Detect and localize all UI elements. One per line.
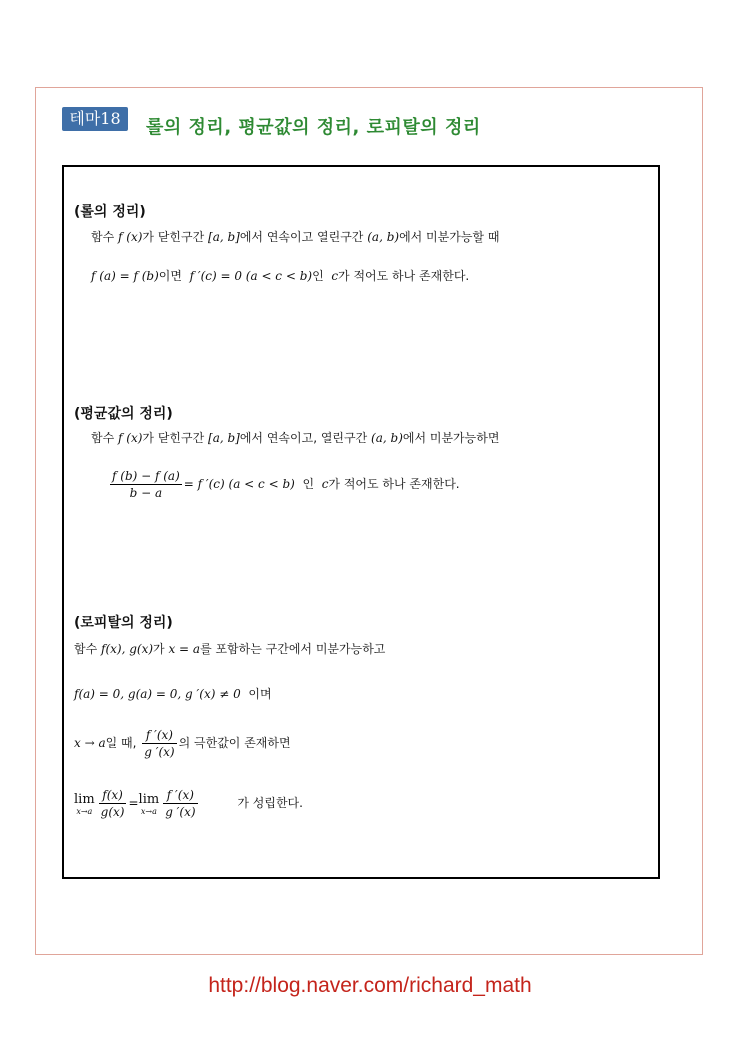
theme-badge: 테마18 [62, 107, 128, 131]
limit-1: lim x→a [74, 791, 95, 816]
rolle-conclusion: f (a) = f (b)이면 f ′(c) = 0 (a < c < b)인 c가 적어도 하나 존재한다. [91, 269, 470, 283]
mvt-hypothesis: 함수 f (x)가 닫힌구간 [a, b]에서 연속이고, 열린구간 (a, b)에서 미분가능하면 [91, 431, 500, 445]
ratio-1: $\frac{f(x)}{g(x)}$ [100, 788, 125, 819]
derivative-ratio: $\frac{f '(x)}{g '(x)}$ [144, 728, 175, 759]
footer-link[interactable]: http://blog.naver.com/richard_math [208, 974, 532, 997]
rolle-hypothesis: 함수 f (x)가 닫힌구간 [a, b]에서 연속이고 열린구간 (a, b)에서 미분가능할 때 [91, 230, 500, 244]
lhopital-condition: f(a) = 0, g(a) = 0, g ′(x) ≠ 0 이며 [74, 687, 272, 701]
lhopital-heading: (로피탈의 정리) [74, 615, 173, 631]
rolle-heading: (롤의 정리) [74, 204, 146, 220]
mvt-heading: (평균값의 정리) [74, 406, 173, 422]
mvt-conclusion: $\frac{f (b) - f (a)}{b - a}$ = f ′(c) (a < c < b) 인 c가 적어도 하나 존재한다. [112, 469, 460, 500]
lhopital-hypothesis: 함수 f(x), g(x)가 x = a를 포함하는 구간에서 미분가능하고 [74, 642, 386, 656]
limit-2: lim x→a [138, 791, 160, 816]
lhopital-limit-exists: x → a일 때, $\frac{f '(x)}{g '(x)}$ 의 극한값이 존재하면 [74, 728, 291, 759]
lhopital-conclusion: lim x→a $\frac{f(x)}{g(x)}$ = lim x→a $\frac{f '(x)}{g '(x)}$ 가 성립한다. [74, 788, 303, 819]
mvt-fraction: $\frac{f (b) - f (a)}{b - a}$ [112, 469, 180, 500]
page-title: 롤의 정리, 평균값의 정리, 로피탈의 정리 [146, 117, 481, 138]
ratio-2: $\frac{f '(x)}{g '(x)}$ [165, 788, 196, 819]
